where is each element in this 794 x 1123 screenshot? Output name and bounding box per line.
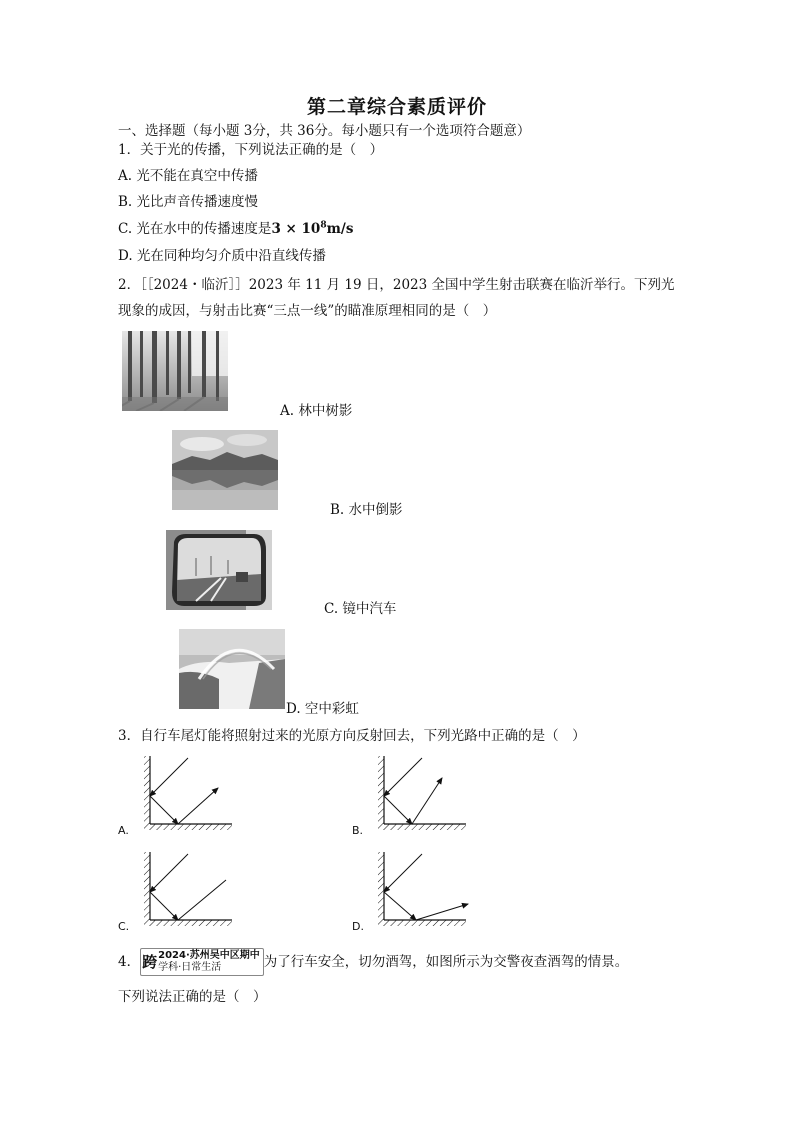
badge-category: 学科·日常生活 <box>158 962 222 973</box>
q3-option-d: D. <box>352 920 364 933</box>
q3-stem: 3．自行车尾灯能将照射过来的光原方向反射回去，下列光路中正确的是（ ） <box>118 728 586 744</box>
car-mirror-photo <box>166 530 272 610</box>
q1-formula-unit: m/s <box>326 221 354 237</box>
section-heading: 一、选择题（每小题 3分，共 36分。每小题只有一个选项符合题意） <box>118 123 531 139</box>
q4-stem-line2: 下列说法正确的是（ ） <box>118 989 267 1005</box>
page-title: 第二章综合素质评价 <box>306 96 487 118</box>
cross-subject-badge <box>140 948 264 976</box>
q1-stem: 1．关于光的传播，下列说法正确的是（ ） <box>118 142 384 158</box>
q4-stem-text: 为了行车安全，切勿酒驾，如图所示为交警夜查酒驾的情景。 <box>263 954 629 970</box>
q1-option-d: D. 光在同种均匀介质中沿直线传播 <box>118 248 326 264</box>
q3-diagram-c <box>118 844 238 934</box>
q4-number: 4． <box>118 954 141 970</box>
lake-reflection-photo <box>172 430 278 510</box>
q3-diagram-a <box>118 748 238 838</box>
badge-source: 2024·苏州吴中区期中 <box>158 950 260 961</box>
q3-option-b: B. <box>352 824 364 837</box>
q2-option-c: C. 镜中汽车 <box>324 601 397 617</box>
q2-option-d: D. 空中彩虹 <box>286 701 359 717</box>
q3-option-c: C. <box>118 920 130 933</box>
q2-option-a: A. 林中树影 <box>280 403 353 419</box>
q4-stem-line1 <box>118 950 628 974</box>
q1-formula <box>271 221 353 237</box>
q1-option-c-text: C. 光在水中的传播速度是 <box>118 221 272 237</box>
q2-option-b: B. 水中倒影 <box>330 502 403 518</box>
forest-photo <box>122 331 228 411</box>
q1-option-a: A. 光不能在真空中传播 <box>118 168 258 184</box>
q1-option-c <box>118 219 353 239</box>
q2-stem-line1: 2．［［2024・临沂］］2023 年 11 月 19 日，2023 全国中学生射击联赛在临沂举行。下列光 <box>118 277 675 293</box>
q2-stem-line2: 现象的成因，与射击比赛“三点一线”的瞄准原理相同的是（ ） <box>118 303 497 319</box>
rainbow-photo <box>179 629 285 709</box>
cross-subject-icon: 跨 <box>142 953 157 971</box>
q3-option-a: A. <box>118 824 129 837</box>
q3-diagram-d <box>352 844 472 934</box>
q1-formula-base: 3 × 10 <box>271 221 321 237</box>
q3-diagram-b <box>352 748 472 838</box>
q1-formula-exponent: 8 <box>320 220 327 231</box>
q1-option-b: B. 光比声音传播速度慢 <box>118 194 259 210</box>
